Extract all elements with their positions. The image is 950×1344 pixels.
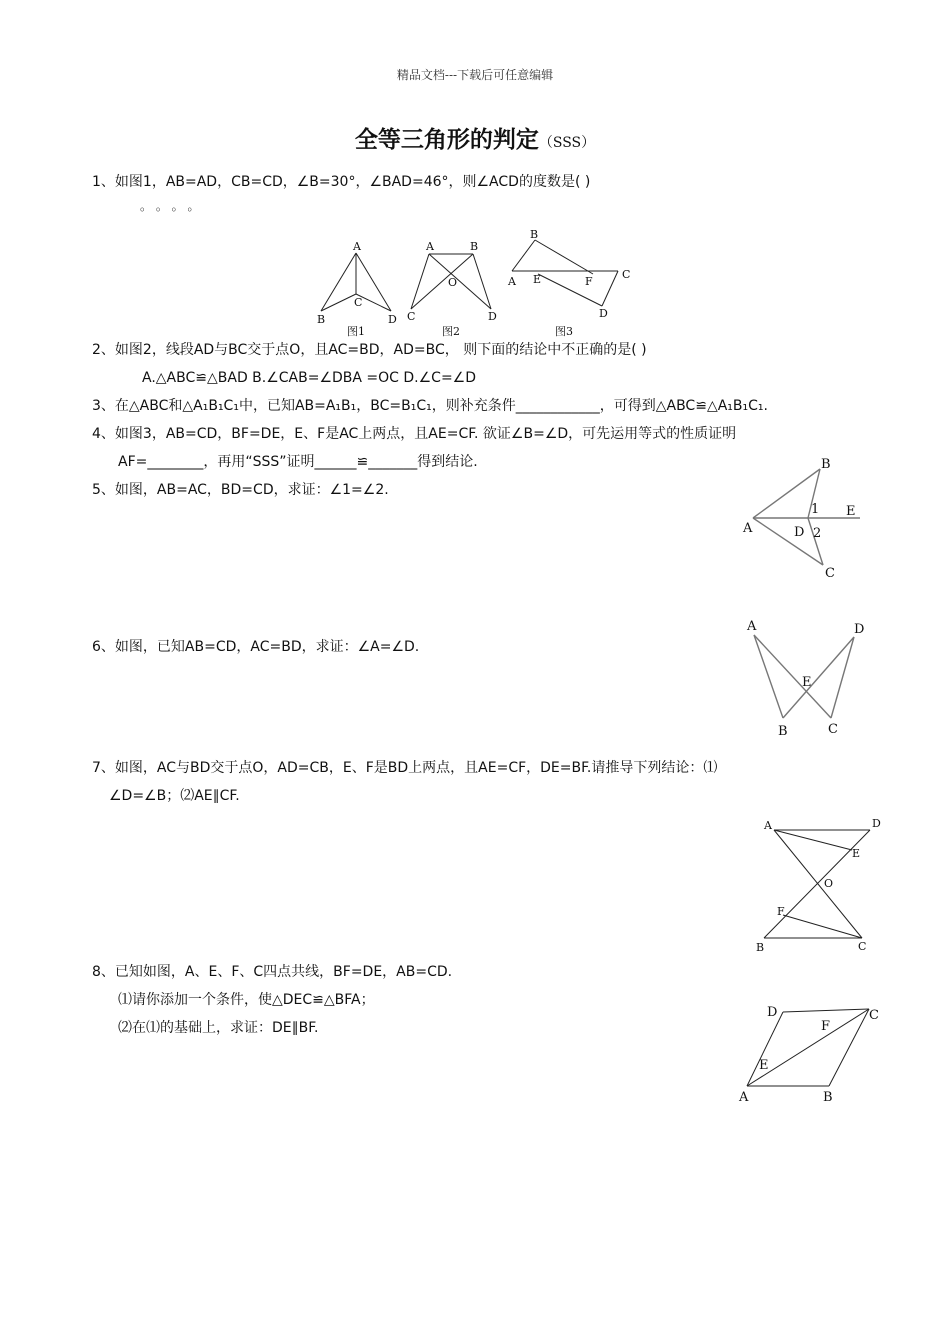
page-header: 精品文档---下载后可任意编辑 xyxy=(396,68,554,82)
fig5-label-2: 2 xyxy=(813,526,822,541)
question-6: 6、如图，已知AB=CD，AC=BD，求证：∠A=∠D. xyxy=(92,639,420,655)
fig5-label-1: 1 xyxy=(811,502,820,517)
fig3-label-a: A xyxy=(508,275,516,288)
question-2-line-1: 2、如图2，线段AD与BC交于点O，且AC=BD，AD=BC， 则下面的结论中不正确的是( ) xyxy=(92,342,647,358)
question-8-line-3: ⑵在⑴的基础上，求证：DE∥BF. xyxy=(118,1020,319,1036)
fig7-label-c: C xyxy=(858,940,867,953)
fig8-label-c: C xyxy=(869,1008,879,1023)
figure-7 xyxy=(752,813,887,958)
fig6-label-d: D xyxy=(854,622,865,637)
fig6-label-b: B xyxy=(778,724,788,739)
fig3-caption: 图3 xyxy=(555,325,573,338)
figure-3 xyxy=(505,228,635,323)
fig6-label-a: A xyxy=(747,619,757,634)
figure-5 xyxy=(740,455,865,580)
fig8-label-b: B xyxy=(823,1090,833,1105)
page-title xyxy=(0,121,950,154)
question-8-line-1: 8、已知如图，A、E、F、C四点共线，BF=DE，AB=CD. xyxy=(92,964,453,980)
fig1-label-b: B xyxy=(317,313,326,326)
fig3-label-d: D xyxy=(599,307,608,320)
fig3-label-f: F xyxy=(585,275,593,288)
fig7-label-a: A xyxy=(764,819,772,832)
fig8-label-f: F xyxy=(821,1019,831,1034)
fig5-label-c: C xyxy=(825,566,835,581)
fig1-label-c: C xyxy=(354,296,363,309)
figure-8 xyxy=(735,995,885,1110)
figure-1 xyxy=(316,240,396,325)
question-5: 5、如图，AB=AC，BD=CD，求证：∠1=∠2. xyxy=(92,482,389,498)
question-4-line-1: 4、如图3，AB=CD，BF=DE，E、F是AC上两点，且AE=CF. 欲证∠B=∠D，可先运用等式的性质证明 xyxy=(92,426,737,442)
fig6-label-e: E xyxy=(802,675,812,690)
fig5-label-e: E xyxy=(846,504,856,519)
fig2-label-o: O xyxy=(448,276,458,289)
fig7-label-o: O xyxy=(824,877,834,890)
fig2-label-d: D xyxy=(488,310,497,323)
fig6-label-c: C xyxy=(828,722,838,737)
fig8-label-a: A xyxy=(739,1090,749,1105)
fig5-label-d: D xyxy=(794,525,805,540)
question-2-options: A.△ABC≌△BAD B.∠CAB=∠DBA =OC D.∠C=∠D xyxy=(142,370,477,386)
question-4-line-2: AF=________，再用“SSS”证明______≌_______得到结论. xyxy=(118,454,478,470)
fig1-label-a: A xyxy=(353,240,361,253)
question-1-line-2: 。 。 。 。 xyxy=(140,199,200,213)
question-8-line-2: ⑴请你添加一个条件，使△DEC≌△BFA； xyxy=(118,992,375,1008)
fig2-label-b: B xyxy=(470,240,479,253)
fig7-label-f: F xyxy=(777,905,785,918)
fig8-label-d: D xyxy=(767,1005,778,1020)
fig2-label-c: C xyxy=(407,310,416,323)
figure-2 xyxy=(404,240,500,325)
question-1-line-1: 1、如图1，AB=AD，CB=CD，∠B=30°，∠BAD=46°，则∠ACD的度数是( ) xyxy=(92,174,591,190)
fig7-label-b: B xyxy=(756,941,765,954)
fig5-label-b: B xyxy=(821,457,831,472)
title-text: 全等三角形的判定 xyxy=(354,126,539,153)
fig1-label-d: D xyxy=(388,313,397,326)
title-suffix: （SSS） xyxy=(538,135,596,151)
fig3-label-c: C xyxy=(622,268,631,281)
question-7-line-1: 7、如图，AC与BD交于点O，AD=CB，E、F是BD上两点，且AE=CF，DE=BF.请推导下列结论：⑴ xyxy=(92,760,718,776)
question-3: 3、在△ABC和△A₁B₁C₁中，已知AB=A₁B₁，BC=B₁C₁，则补充条件____________，可得到△ABC≌△A₁B₁C₁. xyxy=(92,398,768,414)
fig2-caption: 图2 xyxy=(442,325,460,338)
fig7-label-e: E xyxy=(852,847,861,860)
question-7-line-2: ∠D=∠B；⑵AE∥CF. xyxy=(109,788,240,804)
fig2-label-a: A xyxy=(426,240,434,253)
fig8-label-e: E xyxy=(759,1058,769,1073)
fig1-caption: 图1 xyxy=(347,325,365,338)
fig3-label-b: B xyxy=(530,228,539,241)
fig7-label-d: D xyxy=(872,817,881,830)
fig5-label-a: A xyxy=(743,521,753,536)
fig3-label-e: E xyxy=(533,273,542,286)
figure-6 xyxy=(740,615,870,740)
